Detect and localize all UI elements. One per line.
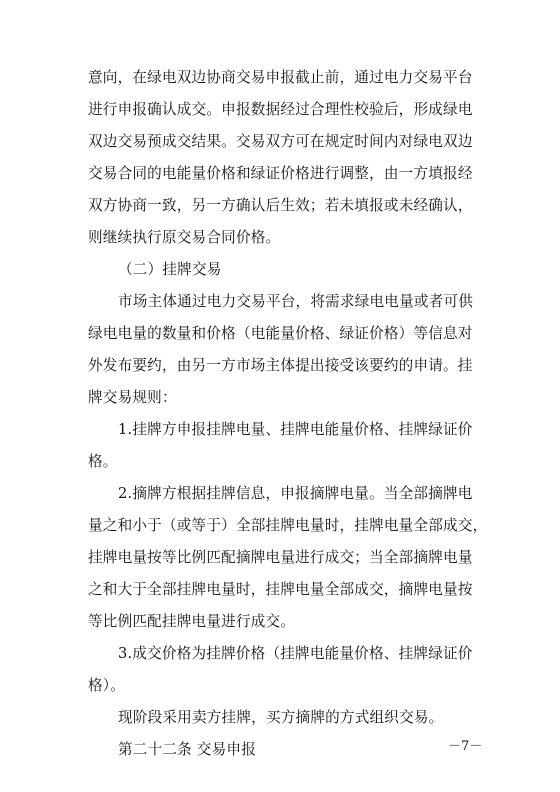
paragraph-line: 意向，在绿电双边协商交易申报截止前，通过电力交易平台 bbox=[88, 69, 473, 86]
list-item-line: 挂牌电量按等比例匹配摘牌电量进行成交；当全部摘牌电量 bbox=[88, 549, 473, 566]
list-item-line: 量之和小于（或等于）全部挂牌电量时，挂牌电量全部成交， bbox=[88, 517, 488, 534]
page-number: －7－ bbox=[448, 739, 483, 754]
list-item-line: 2.摘牌方根据挂牌信息，申报摘牌电量。当全部摘牌电 bbox=[118, 485, 473, 502]
article-heading: 第二十二条 交易申报 bbox=[118, 741, 256, 758]
paragraph-line: 交易合同的电能量价格和绿证价格进行调整，由一方填报经 bbox=[88, 165, 473, 182]
paragraph-line: 牌交易规则： bbox=[88, 389, 177, 406]
list-item-line: 格）。 bbox=[88, 677, 126, 694]
list-item-line: 等比例匹配挂牌电量进行成交。 bbox=[88, 613, 296, 630]
paragraph-line: 绿电电量的数量和价格（电能量价格、绿证价格）等信息对 bbox=[88, 325, 473, 342]
paragraph-line: 市场主体通过电力交易平台，将需求绿电电量或者可供 bbox=[118, 293, 474, 310]
paragraph-line: 进行申报确认成交。申报数据经过合理性校验后，形成绿电 bbox=[88, 101, 473, 118]
paragraph-line: 双边交易预成交结果。交易双方可在规定时间内对绿电双边 bbox=[88, 133, 473, 150]
list-item-line: 之和大于全部挂牌电量时，挂牌电量全部成交，摘牌电量按 bbox=[88, 581, 473, 598]
list-item-line: 格。 bbox=[88, 453, 118, 470]
section-heading: （二）挂牌交易 bbox=[118, 261, 222, 278]
paragraph-line: 则继续执行原交易合同价格。 bbox=[88, 229, 281, 246]
list-item-line: 1.挂牌方申报挂牌电量、挂牌电能量价格、挂牌绿证价 bbox=[118, 421, 473, 438]
paragraph-line: 外发布要约，由另一方市场主体提出接受该要约的申请。挂 bbox=[88, 357, 473, 374]
paragraph-line: 双方协商一致，另一方确认后生效；若未填报或未经确认， bbox=[88, 197, 473, 214]
paragraph-line: 现阶段采用卖方挂牌，买方摘牌的方式组织交易。 bbox=[118, 709, 444, 726]
list-item-line: 3.成交价格为挂牌价格（挂牌电能量价格、挂牌绿证价 bbox=[118, 645, 473, 662]
